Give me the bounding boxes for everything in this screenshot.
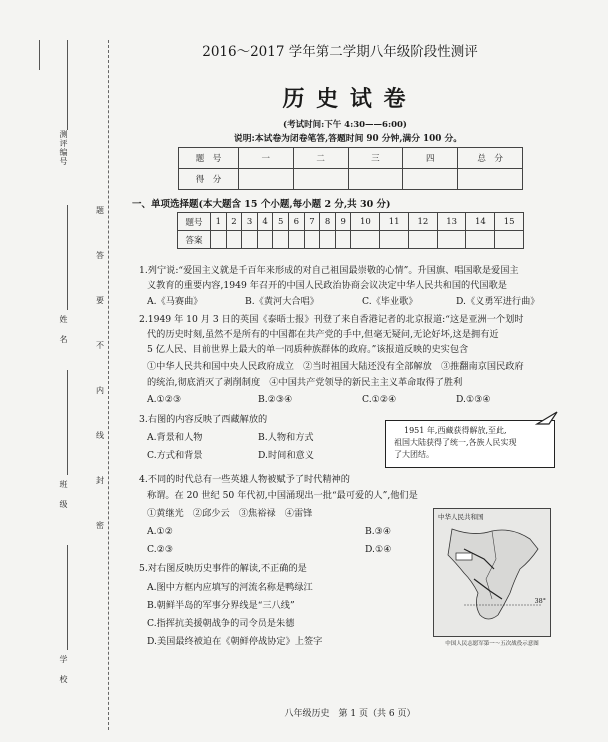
q3-option-a: A.背景和人物 <box>147 432 203 443</box>
q1-option-a: A.《马赛曲》 <box>147 296 203 307</box>
answer-input-cell[interactable] <box>351 231 380 249</box>
answer-number-cell: 13 <box>437 213 466 231</box>
exam-title: 2016～2017 学年第二学期八年级阶段性测评 <box>202 44 478 60</box>
question-2-line: 5 亿人民、目前世界上最大的单一同质种族群体的政府。”该报道反映的史实包含 <box>147 344 469 355</box>
q2-option-d: D.①③④ <box>456 394 491 405</box>
question-2-line: 的统治,彻底消灭了剥削制度 ④中国共产党领导的新民主主义革命取得了胜利 <box>147 377 463 388</box>
answer-input-cell[interactable] <box>320 231 336 249</box>
answer-input-cell[interactable] <box>466 231 495 249</box>
q5-option-c: C.指挥抗美援朝战争的司令员是朱德 <box>147 618 295 629</box>
callout-line: 1951 年,西藏获得解放,至此, <box>404 426 507 435</box>
question-5-line: 5.对右图反映历史事件的解读,不正确的是 <box>139 563 307 574</box>
q3-option-d: D.时间和意义 <box>258 450 314 461</box>
q4-option-c: C.②③ <box>147 544 174 555</box>
reviewer-no-label: 测评编号 <box>59 130 68 166</box>
q4-option-d: D.①④ <box>365 544 392 555</box>
answer-input-cell[interactable] <box>226 231 242 249</box>
score-header-cell: 三 <box>348 148 403 169</box>
question-4-line: 称谓。在 20 世纪 50 年代初,中国涌现出一批“最可爱的人”,他们是 <box>147 490 418 501</box>
q2-option-a: A.①②③ <box>147 394 182 405</box>
school-label: 学校 <box>59 655 68 695</box>
q5-option-a: A.图中方框内应填写的河流名称是鸭绿江 <box>147 582 313 593</box>
q5-option-d: D.美国最终被迫在《朝鲜停战协定》上签字 <box>147 636 323 647</box>
seal-char: 线 <box>96 431 104 440</box>
section1-heading: 一、单项选择题(本大题含 15 个小题,每小题 2 分,共 30 分) <box>132 199 391 210</box>
answer-input-cell[interactable] <box>304 231 320 249</box>
seal-char: 封 <box>96 476 104 485</box>
score-header-cell: 二 <box>293 148 348 169</box>
q3-option-c: C.方式和背景 <box>147 450 203 461</box>
callout-tail <box>535 410 559 426</box>
map-drawing <box>434 509 550 636</box>
answer-input-cell[interactable] <box>380 231 409 249</box>
answer-number-cell: 9 <box>335 213 351 231</box>
answer-number-cell: 7 <box>304 213 320 231</box>
callout-line: 了大团结。 <box>394 450 434 459</box>
answer-number-cell: 6 <box>289 213 305 231</box>
question-2-line: 代的历史时刻,虽然不是所有的中国都在共产党的手中,但毫无疑问,无论好坏,这是拥有近 <box>147 329 499 340</box>
question-1-line: 义教育的重要内容,1949 年召开的中国人民政治协商会议决定中华人民共和国的代国歌是 <box>147 280 507 291</box>
answer-number-cell: 10 <box>351 213 380 231</box>
answer-header-label: 题号 <box>178 213 211 231</box>
answer-input-cell[interactable] <box>257 231 273 249</box>
reviewer-no-line <box>67 40 68 130</box>
seal-char: 答 <box>96 251 104 260</box>
exam-instructions: 说明:本试卷为闭卷笔答,答题时间 90 分钟,满分 100 分。 <box>233 134 463 144</box>
score-input-cell[interactable] <box>403 169 458 190</box>
exam-time: (考试时间:下午 4:30——6:00) <box>283 120 407 130</box>
answer-number-cell: 15 <box>495 213 524 231</box>
map-title: 中华人民共和国 <box>438 513 484 521</box>
class-line <box>67 370 68 475</box>
seal-notice <box>96 0 120 742</box>
map-parallel-label: 38° <box>534 597 546 605</box>
answer-number-cell: 14 <box>466 213 495 231</box>
score-table <box>178 147 523 190</box>
map-caption: 中国人民志愿军第一～五次战役示意图 <box>445 641 539 647</box>
q1-option-c: C.《毕业歌》 <box>362 296 418 307</box>
score-input-cell[interactable] <box>238 169 293 190</box>
q4-option-b: B.③④ <box>365 526 392 537</box>
answer-number-cell: 11 <box>380 213 409 231</box>
question-4-line: 4.不同的时代总有一些英雄人物被赋予了时代精神的 <box>139 474 350 485</box>
answer-number-cell: 1 <box>211 213 227 231</box>
score-header-cell: 总 分 <box>458 148 523 169</box>
answer-input-cell[interactable] <box>437 231 466 249</box>
q2-option-b: B.②③④ <box>258 394 293 405</box>
q5-option-b: B.朝鲜半岛的军事分界线是“三八线” <box>147 600 295 611</box>
question-1-line: 1.列宁说:“爱国主义就是千百年来形成的对自己祖国最崇敬的心情”。升国旗、唱国歌是爱国主 <box>139 265 519 276</box>
answer-input-cell[interactable] <box>242 231 258 249</box>
answer-input-cell[interactable] <box>495 231 524 249</box>
answer-input-cell[interactable] <box>273 231 289 249</box>
class-label: 班级 <box>59 480 68 520</box>
q1-option-b: B.《黄河大合唱》 <box>245 296 319 307</box>
score-input-cell[interactable] <box>458 169 523 190</box>
callout-line: 祖国大陆获得了统一,各族人民实现 <box>394 438 517 447</box>
q2-option-c: C.①②④ <box>362 394 397 405</box>
answer-input-cell[interactable] <box>289 231 305 249</box>
name-label: 姓名 <box>59 315 68 355</box>
seal-char: 内 <box>96 386 104 395</box>
score-label-cell: 得 分 <box>179 169 239 190</box>
name-line <box>67 205 68 310</box>
score-input-cell[interactable] <box>293 169 348 190</box>
page-footer: 八年级历史 第 1 页（共 6 页） <box>284 709 416 719</box>
tibet-callout <box>385 420 555 468</box>
answer-number-cell: 2 <box>226 213 242 231</box>
question-2-line: 2.1949 年 10 月 3 日的英国《泰晤士报》刊登了来自香港记者的北京报道:“这是亚洲一个划时 <box>139 314 524 325</box>
answer-number-cell: 4 <box>257 213 273 231</box>
korean-war-map <box>433 508 551 637</box>
q4-option-a: A.①② <box>147 526 174 537</box>
answer-number-cell: 5 <box>273 213 289 231</box>
question-4-line: ①黄继光 ②邱少云 ③焦裕禄 ④雷锋 <box>147 508 313 519</box>
answer-number-cell: 12 <box>408 213 437 231</box>
answer-row-label: 答案 <box>178 231 211 249</box>
q3-option-b: B.人物和方式 <box>258 432 314 443</box>
seal-char: 密 <box>96 521 104 530</box>
answer-table <box>177 212 524 249</box>
score-header-cell: 四 <box>403 148 458 169</box>
seal-char: 不 <box>96 341 104 350</box>
answer-input-cell[interactable] <box>335 231 351 249</box>
question-3-line: 3.右图的内容反映了西藏解放的 <box>139 414 268 425</box>
seal-char: 题 <box>96 206 104 215</box>
answer-number-cell: 3 <box>242 213 258 231</box>
score-input-cell[interactable] <box>348 169 403 190</box>
answer-input-cell[interactable] <box>211 231 227 249</box>
q1-option-d: D.《义勇军进行曲》 <box>456 296 540 307</box>
school-line <box>67 545 68 650</box>
score-header-cell: 一 <box>238 148 293 169</box>
answer-number-cell: 8 <box>320 213 336 231</box>
seal-char: 要 <box>96 296 104 305</box>
score-header-cell: 题 号 <box>179 148 239 169</box>
question-2-line: ①中华人民共和国中央人民政府成立 ②当时祖国大陆还没有全部解放 ③推翻南京国民政府 <box>147 361 524 372</box>
subject-title: 历 史 试 卷 <box>282 86 408 112</box>
answer-input-cell[interactable] <box>408 231 437 249</box>
